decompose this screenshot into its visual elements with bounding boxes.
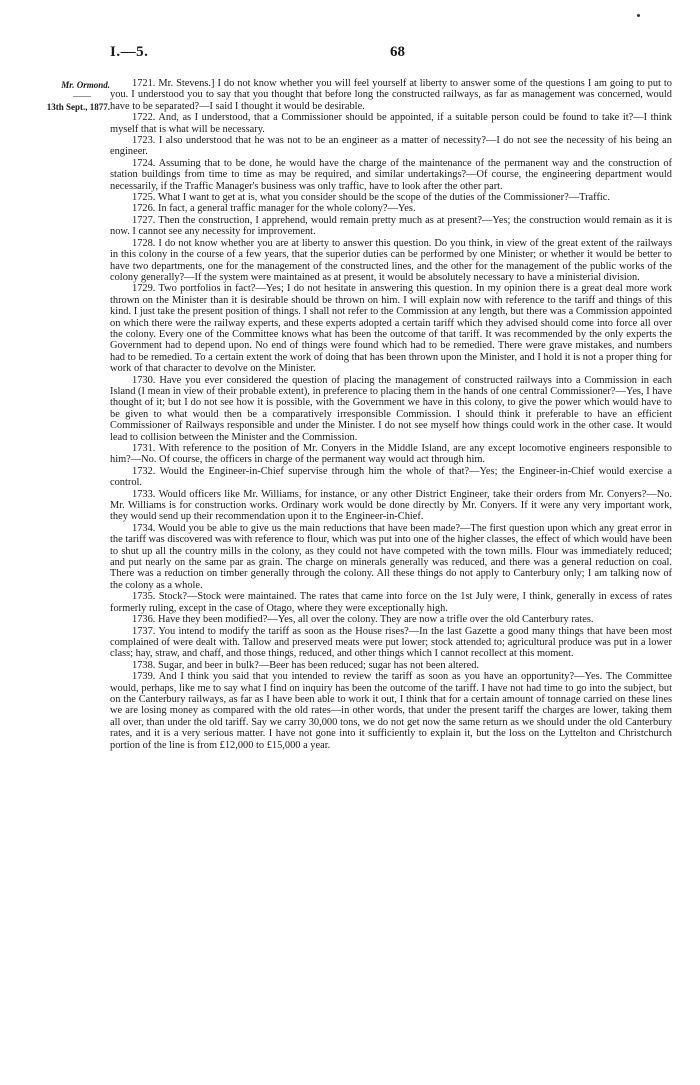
question-text: Sugar, and beer in bulk?—Beer has been reduced; sugar has not been altered.: [158, 659, 479, 671]
question-text: With reference to the position of Mr. Conyers in the Middle Island, are any except locomotive engineers responsible to him?—No. Of course, the officers in charge of the permanent way would act through him.: [110, 443, 672, 466]
paragraph-1724: [110, 158, 672, 192]
question-text: I also understood that he was not to be an engineer as a matter of necessity?—I do not see the necessity of his being an engineer.: [110, 135, 672, 158]
paragraph-1722: [110, 112, 672, 135]
witness-name: Mr. Ormond.: [61, 80, 110, 90]
paragraph-1732: [110, 466, 672, 489]
page-number: 68: [390, 44, 405, 60]
paragraph-1739: [110, 671, 672, 751]
paragraph-1723: [110, 135, 672, 158]
question-number: 1737.: [132, 625, 156, 637]
question-number: 1736.: [132, 614, 156, 626]
question-text: Then the construction, I apprehend, would remain pretty much as at present?—Yes; the construction would remain as it is now. I cannot see any necessity for improvement.: [110, 214, 672, 238]
paragraph-1733: [110, 489, 672, 523]
question-number: 1721.: [132, 78, 156, 89]
question-number: 1734.: [132, 522, 156, 534]
question-text: Would the Engineer-in-Chief supervise through him the whole of that?—Yes; the Engineer-in-Chief would exercise a control.: [110, 465, 672, 489]
question-text: Would you be able to give us the main reductions that have been made?—The first question upon which any great error in the tariff was discovered was with reference to flour, which was put into one of the higher classes, the effect of which would have been to shut up all the country mills in the colony, as they could not have competed with the town mills. Flour was immediately reduced; and put nearly on the same par as grain. The charge on minerals generally was reduced, and there was a general reduction on coal. There was a reduction on timber generally through the colony. All these things do not apply to Canterbury only; I am talking now of the colony as a whole.: [110, 522, 672, 591]
ink-dot: [637, 14, 640, 17]
paragraph-1737: [110, 626, 672, 660]
question-text: Mr. Stevens.] I do not know whether you will feel yourself at liberty to answer some of the questions I am going to put to you. I understood you to say that you thought that before long the constructed railways, as far as management was concerned, would have to be separated?—I said I thought it would be desirable.: [110, 78, 672, 112]
paragraph-1731: [110, 443, 672, 466]
question-number: 1735.: [132, 591, 156, 603]
margin-dash: ——: [73, 91, 91, 101]
question-text: Two portfolios in fact?—Yes; I do not hesitate in answering this question. In my opinion there is a great deal more work thrown on the Minister than it is desirable should be thrown on him. I will explain now with reference to the tariff and things of this kind. I just take the present position of things. I shall not refer to the Commission at any length, but there was a Commission appointed on which there were the railway experts, and these experts adopted a certain tariff which they advised should come into force all over the colony. Every one of the Committee knows what has been the outcome of that tariff. It was recommended by the only experts the Government had to depend upon. No end of things were found which had to be remedied. There were grave mistakes, and numbers had to be remedied. To a certain extent the work of doing that has been thrown upon the Minister, and I hold it is not a proper thing for work of that character to devolve on the Minister.: [110, 283, 672, 375]
question-number: 1722.: [132, 112, 156, 124]
question-number: 1732.: [132, 465, 156, 477]
question-text: Assuming that to be done, he would have the charge of the maintenance of the permanent way and the construction of station buildings from time to time as may be required, and similar undertakings?—Of course, the engineering department would necessarily, if the Traffic Manager's business was only traffic, have to look after the other part.: [110, 157, 672, 192]
question-number: 1731.: [132, 443, 156, 454]
evidence-body: [110, 78, 672, 1073]
paragraph-1727: [110, 215, 672, 238]
paragraph-1725: [110, 192, 672, 203]
paragraph-1736: [110, 614, 672, 625]
margin-note: [24, 80, 110, 113]
paragraph-1730: [110, 375, 672, 443]
question-number: 1730.: [132, 374, 156, 386]
question-number: 1725.: [132, 192, 156, 204]
page-header: [110, 44, 670, 66]
question-number: 1727.: [132, 214, 156, 226]
question-text: I do not know whether you are at liberty to answer this question. Do you think, in view of the great extent of the railways in this colony in the course of a few years, that the superior duties can be performed by one Minister; or whether it would be better to have two departments, one for the management of the constructed lines, and the other for the management of the public works of the colony generally?—If the system were maintained as at present, it would be absolutely necessary to have a ministerial division.: [110, 237, 672, 283]
paragraph-1735: [110, 591, 672, 614]
question-text: And I think you said that you intended to review the tariff as soon as you have an opportunity?—Yes. The Committee would, perhaps, like me to say what I find on inquiry has been the outcome of the tariff. I have not had time to go into the subject, but on the Canterbury railways, as far as I have been able to work it out, I think that for a certain amount of tonnage carried on these lines we are losing money as compared with the old rates—in other words, that under the present tariff the charges are lower, taking them all over, than under the old tariff. Say we carry 30,000 tons, we do not get now the same return as we should under the old Canterbury rates, and it is a very serious matter. I have not gone into it sufficiently to explain it, but the loss on the Lyttelton and Christchurch portion of the line is from £12,000 to £15,000 a year.: [110, 671, 672, 751]
hearing-date: 13th Sept., 1877.: [46, 102, 110, 112]
question-number: 1739.: [132, 671, 156, 683]
question-number: 1733.: [132, 488, 156, 500]
question-text: In fact, a general traffic manager for the whole colony?—Yes.: [158, 203, 416, 215]
document-reference: I.—5.: [110, 44, 149, 60]
paragraph-1729: [110, 283, 672, 374]
question-text: And, as I understood, that a Commissioner should be appointed, if a suitable person could be found to take it?—I think myself that is what will be necessary.: [110, 112, 672, 135]
question-number: 1738.: [132, 659, 156, 671]
question-text: Have they been modified?—Yes, all over the colony. They are now a trifle over the old Canterbury rates.: [158, 614, 594, 626]
question-number: 1729.: [132, 283, 156, 295]
question-text: Have you ever considered the question of placing the management of constructed railways into a Commission in each Island (I mean in view of their probable extent), in preference to placing them in the hands of one central Commissioner?—Yes, I have thought of it; but I do not see how it is possible, with the Government we have in this colony, to give the power which would have to be given to what would then be a comparatively irresponsible Commission. I should think it preferable to have an efficient Commissioner of Railways responsible and under the Minister. I do not see myself how things could work in the other case. It would lead to collision between the Minister and the Commission.: [110, 374, 672, 443]
question-number: 1726.: [132, 203, 156, 215]
paragraph-1721: [110, 78, 672, 112]
question-text: You intend to modify the tariff as soon as the House rises?—In the last Gazette a good many things that have been most complained of were dealt with. Tallow and preserved meats were put lower; stock attended to; agricultural produce was put in a lower class; hay, straw, and chaff, and those things, reduced, and other things which I cannot recollect at this moment.: [110, 625, 672, 660]
question-text: Stock?—Stock were maintained. The rates that came into force on the 1st July were, I think, generally in excess of rates formerly ruling, except in the case of Otago, where they were exceptionally high.: [110, 591, 672, 614]
question-text: Would officers like Mr. Williams, for instance, or any other District Engineer, take their orders from Mr. Conyers?—No. Mr. Williams is for construction works. Ordinary work would be done directly by Mr. Conyers. If it were any very important work, they would send up their recommendation upon it to the Engineer-in-Chief.: [110, 488, 672, 523]
paragraph-1726: [110, 203, 672, 214]
question-text: What I want to get at is, what you consider should be the scope of the duties of the Commissioner?—Traffic.: [157, 192, 611, 204]
question-number: 1728.: [132, 237, 156, 249]
question-number: 1723.: [132, 135, 156, 147]
question-number: 1724.: [132, 157, 156, 169]
paragraph-1734: [110, 523, 672, 591]
paragraph-1738: [110, 660, 672, 671]
paragraph-1728: [110, 238, 672, 284]
